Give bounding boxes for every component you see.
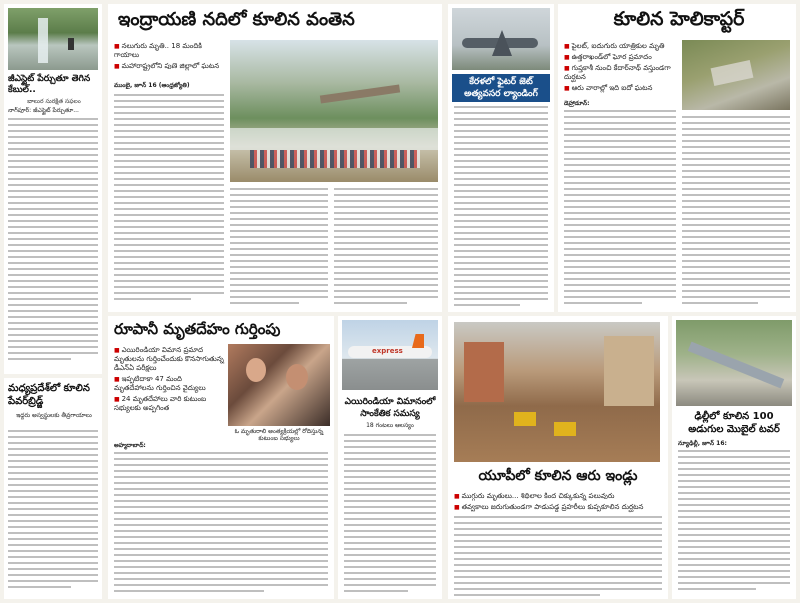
heli-bullet: ■ ఆరు వారాల్లో ఇది ఐదో ఘటన xyxy=(564,84,680,93)
kerala-article xyxy=(448,4,554,312)
heli-bullet: ■ పైలట్, ఐదుగురు యాత్రికుల మృతి xyxy=(564,42,680,51)
mp-body xyxy=(8,430,98,592)
collapse-photo xyxy=(454,322,660,462)
bodies-headline: రూపానీ మృతదేహం గుర్తింపు xyxy=(114,320,281,338)
bodies-bullet: ■ 24 మృతదేహాలు వారి కుటుంబ సభ్యులకు అప్పగింత xyxy=(114,395,224,413)
bodies-caption: ఓ మృతురాలి అంత్యక్రియల్లో రోదిస్తున్న కుటుంబ సభ్యులు xyxy=(234,428,324,442)
heli-body-col2 xyxy=(682,116,790,308)
bodies-bullet: ■ ఇప్పటిదాకా 47 మంది మృతదేహాలను గుర్తించిన వైద్యులు xyxy=(114,375,224,393)
mp-headline: మధ్యప్రదేశ్‌లో కూలిన పేవర్‌బ్రిడ్జ్ xyxy=(8,383,90,407)
kerala-headline: కేరళలో ఫైటర్ జెట్ అత్యవసర ల్యాండింగ్ xyxy=(452,74,550,102)
heli-article xyxy=(558,4,796,312)
up-headline: యూపీలో కూలిన ఆరు ఇండ్లు xyxy=(478,468,638,484)
bridge-headline: ఇంద్రాయణి నదిలో కూలిన వంతెన xyxy=(118,9,355,30)
tower-headline: ఢిల్లీలో కూలిన 100 అడుగుల మొబైల్ టవర్ xyxy=(688,411,780,435)
up-bullet: ■ ముగ్గురు మృతులు... శిథిలాల కింద చిక్కుకున్న పలువురు xyxy=(454,492,662,501)
tech-headline: ఎయిరిండియా విమానంలో సాంకేతిక సమస్య xyxy=(344,397,436,419)
tech-body xyxy=(344,434,436,596)
bridge-bullet: ■ మహారాష్ట్రలోని పుణె జిల్లాలో ఘటన xyxy=(114,62,224,71)
up-body xyxy=(454,516,662,599)
tower-body xyxy=(678,450,790,594)
bridge-bullet: ■ నలుగురు మృతి.. 18 మందికి గాయాలు xyxy=(114,42,224,60)
left-sub: బాలుర సురక్షిత సఫలం xyxy=(27,98,81,105)
left-dateline: నాగ్‌పూర్: జీఎస్టైట్ పేర్చుతూ... xyxy=(8,107,79,114)
up-bullet: ■ తవ్వకాలు జరుగుతుండగా పాడుపడ్డ ప్రహరీలు కుప్పకూలిన దుర్ఘటన xyxy=(454,503,662,512)
left-body xyxy=(8,118,98,364)
up-article xyxy=(448,316,668,599)
kerala-body xyxy=(454,106,548,310)
tech-sub: 18 గంటలు ఆలస్యం xyxy=(366,422,414,429)
bridge-body-col1 xyxy=(114,94,224,304)
bodies-body xyxy=(114,452,328,596)
mp-article xyxy=(4,378,102,599)
tower-dateline: న్యూఢిల్లీ, జూన్ 16: xyxy=(678,440,727,447)
bridge-body-col3 xyxy=(334,188,438,308)
waterfall-photo xyxy=(8,8,98,70)
bodies-article xyxy=(108,316,334,599)
mourners-photo xyxy=(228,344,330,426)
bodies-dateline: అహ్మదాబాద్: xyxy=(114,442,146,449)
tower-article xyxy=(672,316,796,599)
plane-livery-text: express xyxy=(372,347,403,355)
heli-wreck-photo xyxy=(682,40,790,110)
river-photo xyxy=(230,40,438,182)
heli-dateline: డెహ్రాడూన్: xyxy=(564,100,590,107)
tower-photo xyxy=(676,320,792,406)
heli-bullet: ■ ఉత్తరాఖండ్‌లో ఘోర ప్రమాదం xyxy=(564,53,680,62)
plane-photo xyxy=(342,320,438,390)
bodies-bullet: ■ ఎయిరిండియా విమాన ప్రమాద మృతులను గుర్తించేందుకు కొనసాగుతున్న డీఎన్ఏ పరీక్షలు xyxy=(114,346,224,373)
mp-sub: ఇద్దరు అస్వస్థులకు తీవ్రగాయాలు xyxy=(16,412,92,419)
tech-article xyxy=(338,316,442,599)
fighter-jet-photo xyxy=(452,8,550,70)
bridge-article xyxy=(108,4,442,312)
up-bullets xyxy=(454,490,662,514)
bridge-body-col2 xyxy=(230,188,328,308)
heli-body-col1 xyxy=(564,110,676,308)
heli-bullet: ■ గుప్తకాశీ నుంచి కేదార్‌నాథ్ వస్తుండగా దుర్ఘటన xyxy=(564,64,680,82)
bodies-bullets xyxy=(114,344,224,415)
left-headline: జీఎస్టైట్ పేర్చుతూ తెగిన కేబుల్.. xyxy=(8,74,91,95)
bridge-dateline: ముంబై, జూన్ 16 (ఆంధ్రజ్యోతి) xyxy=(114,82,190,89)
bridge-bullets xyxy=(114,40,224,73)
heli-bullets xyxy=(564,40,680,95)
heli-headline: కూలిన హెలికాప్టర్ xyxy=(613,8,745,30)
left-article xyxy=(4,4,102,374)
